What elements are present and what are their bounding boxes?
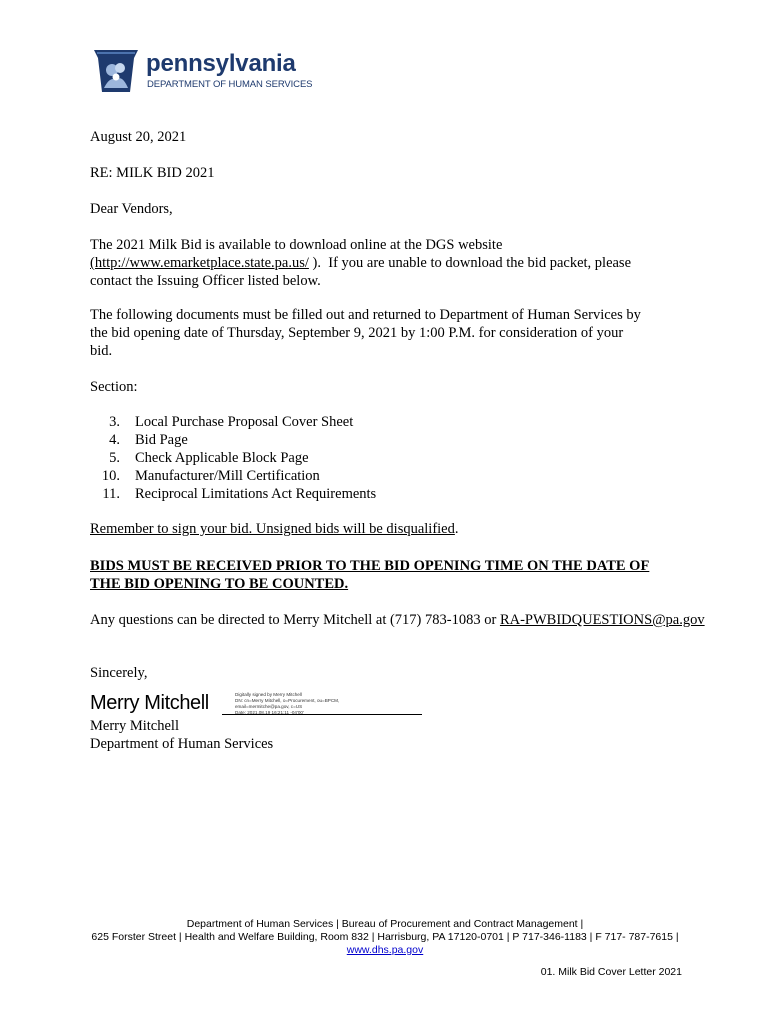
digital-signature-info [235, 692, 345, 716]
signer-name: Merry Mitchell [90, 718, 179, 734]
paragraph-line: The following documents must be filled out and returned to Department of Human Services by [90, 307, 641, 323]
list-item-number: 3. [109, 414, 120, 430]
list-item-text: Check Applicable Block Page [135, 450, 309, 466]
list-item [90, 413, 490, 431]
letter-date: August 20, 2021 [90, 129, 187, 145]
sign-reminder [90, 520, 459, 538]
footer-line [60, 944, 710, 957]
logo-department: DEPARTMENT OF HUMAN SERVICES [147, 79, 313, 90]
list-item-number: 11. [102, 486, 120, 502]
list-item-text: Bid Page [135, 432, 188, 448]
sign-reminder-text: Remember to sign your bid. Unsigned bids will be disqualified [90, 521, 455, 537]
email-link[interactable]: RA-PWBIDQUESTIONS@pa.gov [499, 612, 705, 628]
questions-line [90, 611, 705, 629]
logo-wordmark: pennsylvania [146, 50, 296, 77]
deadline-warning [90, 557, 649, 593]
digital-signature-line: Date: 2021.08.19 16:21:11 -04'00' [235, 710, 304, 715]
pa-dhs-logo [90, 44, 330, 94]
digital-signature-line: Digitally signed by Merry Mitchell [235, 692, 302, 697]
paragraph-line: contact the Issuing Officer listed below. [90, 273, 321, 289]
closing: Sincerely, [90, 665, 148, 681]
list-item-text: Manufacturer/Mill Certification [135, 468, 320, 484]
document-id: 01. Milk Bid Cover Letter 2021 [540, 966, 682, 978]
list-item-number: 4. [109, 432, 120, 448]
salutation: Dear Vendors, [90, 201, 173, 217]
paragraph-line [90, 254, 631, 272]
list-item [90, 485, 490, 503]
section-label: Section: [90, 379, 138, 395]
keystone-icon [90, 44, 142, 94]
list-item [90, 467, 490, 485]
signature: Merry Mitchell [90, 692, 209, 714]
list-item-text: Local Purchase Proposal Cover Sheet [135, 414, 354, 430]
warning-line: BIDS MUST BE RECEIVED PRIOR TO THE BID OPENING TIME ON THE DATE OF [90, 558, 650, 574]
paragraph-text: ). If you are unable to download the bid packet, please [308, 255, 632, 271]
footer-address [60, 918, 710, 957]
digital-signature-line: email=mermitche@pa.gov, c=US [235, 704, 303, 709]
list-item-text: Reciprocal Limitations Act Requirements [135, 486, 377, 502]
sign-reminder-period: . [454, 521, 459, 537]
signer-department: Department of Human Services [90, 736, 274, 752]
section-list [90, 413, 490, 503]
dgs-website-link[interactable]: (http://www.emarketplace.state.pa.us/ [90, 255, 309, 271]
warning-line: THE BID OPENING TO BE COUNTED. [90, 576, 349, 592]
dhs-website-link[interactable]: www.dhs.pa.gov [346, 944, 424, 956]
digital-signature-line: DN: cn=Merry Mitchell, o=Procurement, ou=BPCM, [235, 698, 340, 703]
footer-line: 625 Forster Street | Health and Welfare Building, Room 832 | Harrisburg, PA 17120-0701 | P 717-346-1183 | F 717- 787-7615 | [91, 931, 679, 943]
questions-text: Any questions can be directed to Merry Mitchell at (717) 783-1083 or [90, 612, 500, 628]
paragraph-download [90, 236, 631, 290]
paragraph-line: bid. [90, 343, 113, 359]
paragraph-line: The 2021 Milk Bid is available to download online at the DGS website [90, 237, 503, 253]
footer-line: Department of Human Services | Bureau of Procurement and Contract Management | [186, 918, 584, 930]
list-item [90, 431, 490, 449]
paragraph-line: the bid opening date of Thursday, September 9, 2021 by 1:00 P.M. for consideration of your [90, 325, 624, 341]
list-item-number: 5. [109, 450, 120, 466]
list-item [90, 449, 490, 467]
paragraph-documents [90, 306, 641, 360]
list-item-number: 10. [101, 468, 120, 484]
subject-line: RE: MILK BID 2021 [90, 165, 215, 181]
signature-line [222, 714, 422, 715]
